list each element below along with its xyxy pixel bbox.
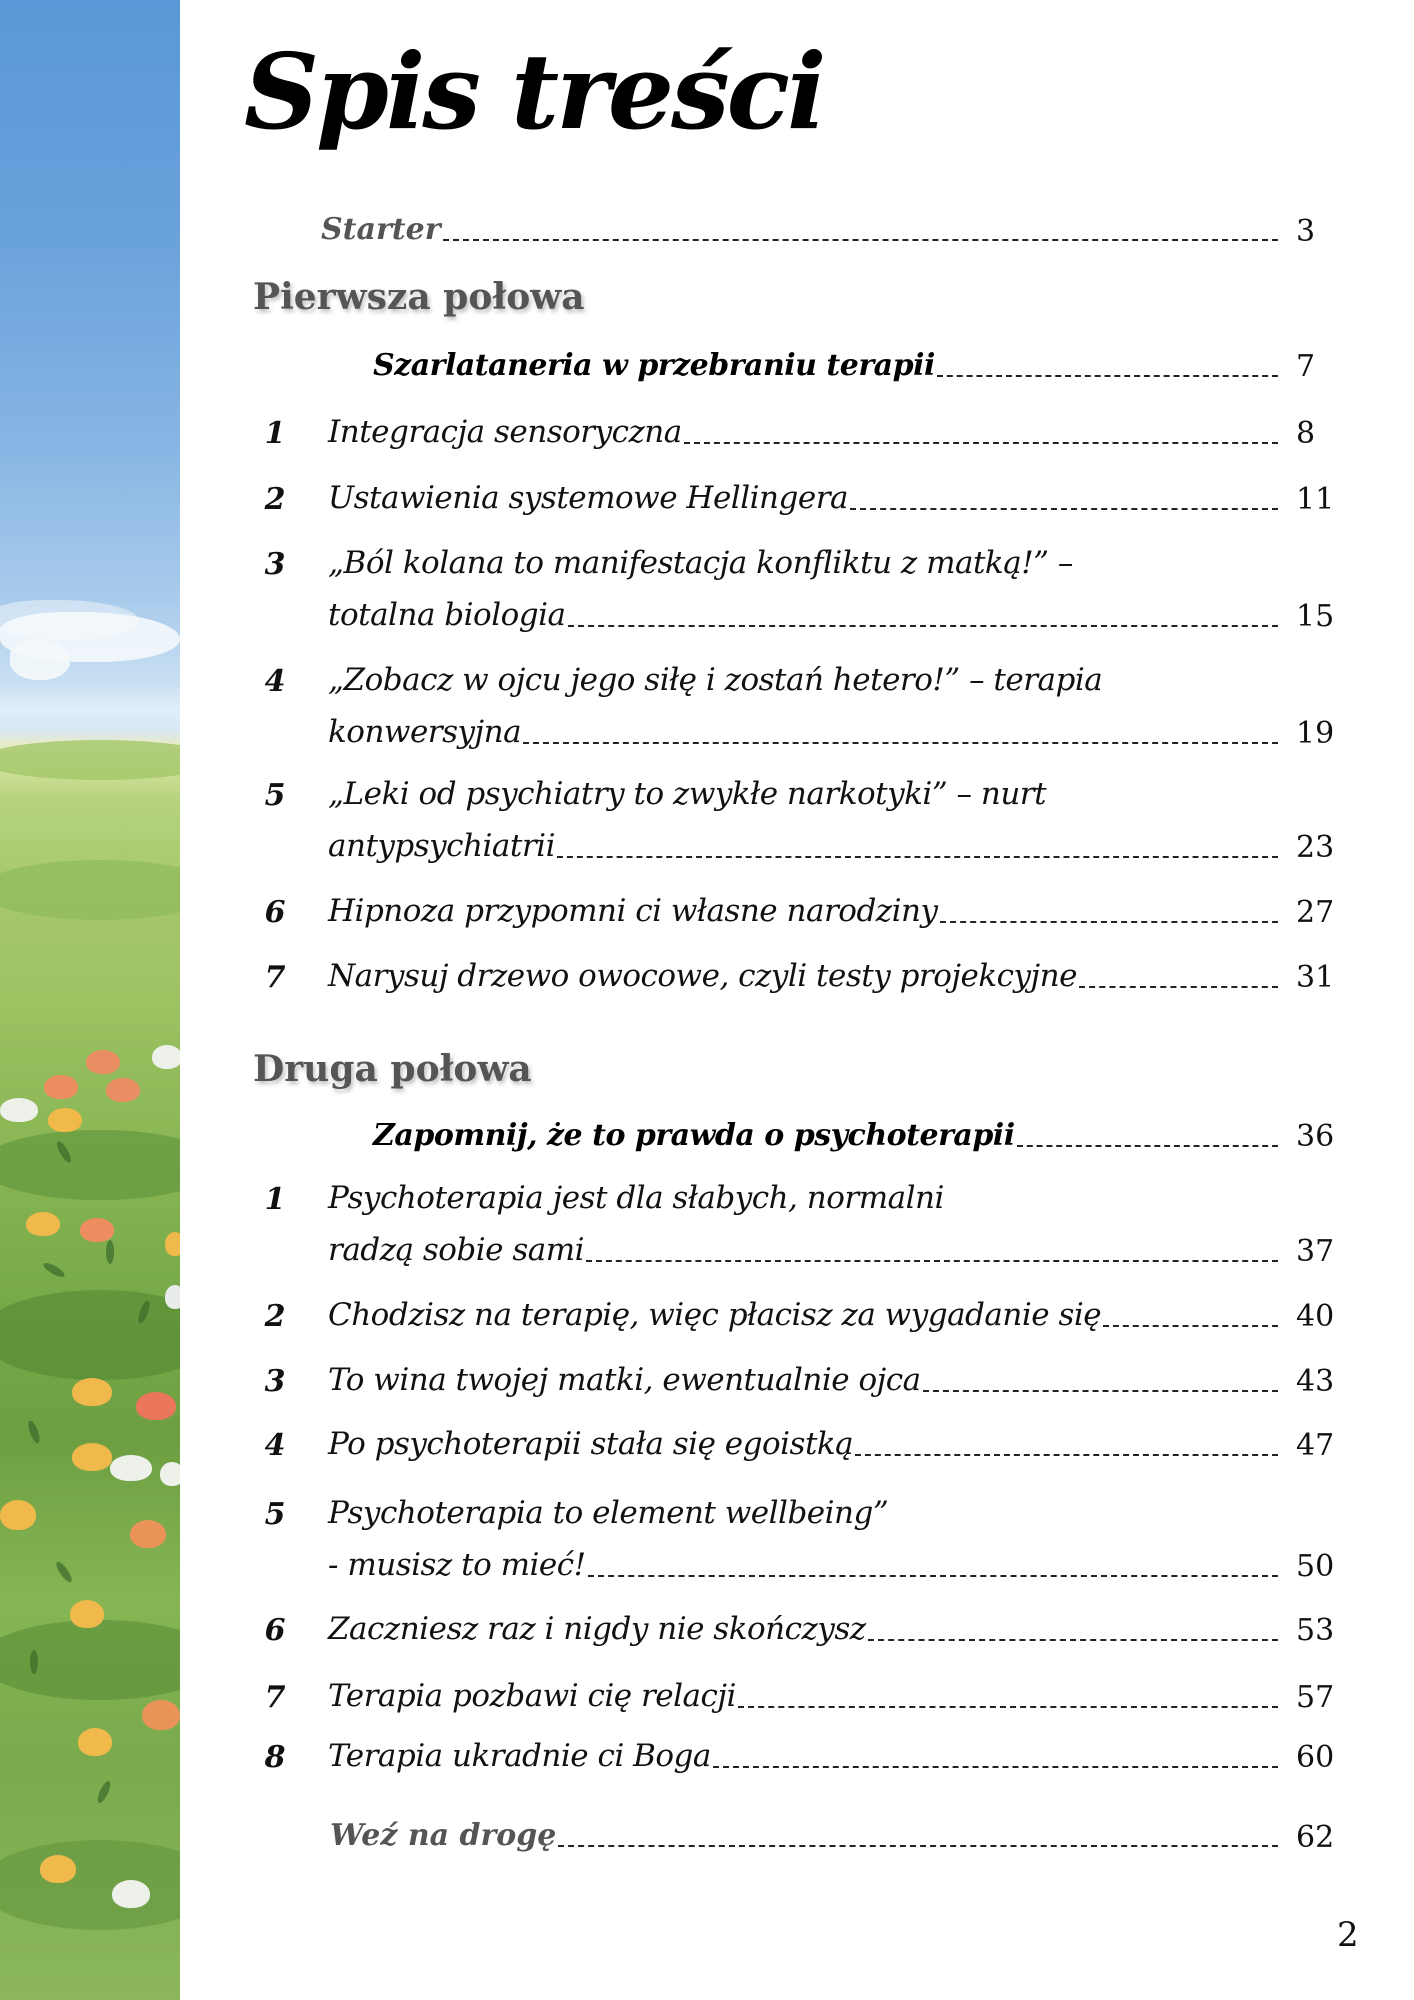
toc-item[interactable] bbox=[328, 480, 1282, 516]
toc-page-number: 23 bbox=[1296, 830, 1335, 865]
toc-item[interactable] bbox=[328, 1611, 1282, 1647]
toc-chapter-part2[interactable] bbox=[373, 1118, 1282, 1153]
toc-item[interactable] bbox=[328, 714, 1282, 750]
toc-item-label-line[interactable]: „Leki od psychiatry to zwykłe narkotyki” – nurt bbox=[328, 776, 1047, 812]
toc-item-label: Chodzisz na terapię, więc płacisz za wygadanie się bbox=[328, 1297, 1102, 1333]
toc-item-label-line[interactable]: Psychoterapia jest dla słabych, normalni bbox=[328, 1180, 944, 1216]
toc-page-number: 19 bbox=[1296, 716, 1335, 751]
toc-item[interactable] bbox=[328, 1426, 1282, 1462]
dotted-leader bbox=[523, 742, 1278, 744]
toc-item-number: 3 bbox=[264, 547, 286, 582]
dotted-leader bbox=[588, 1575, 1278, 1577]
toc-item[interactable] bbox=[328, 597, 1282, 633]
toc-item[interactable] bbox=[328, 828, 1282, 864]
toc-item-label: To wina twojej matki, ewentualnie ojca bbox=[328, 1362, 921, 1398]
toc-item-number: 5 bbox=[264, 778, 286, 813]
dotted-leader bbox=[855, 1454, 1278, 1456]
toc-page-number: 7 bbox=[1296, 349, 1316, 384]
toc-chapter-part1[interactable] bbox=[373, 348, 1282, 383]
toc-item-label-line[interactable]: Psychoterapia to element wellbeing” bbox=[328, 1495, 889, 1531]
toc-entry-label: Starter bbox=[321, 212, 441, 247]
toc-page-number: 31 bbox=[1296, 960, 1335, 995]
toc-page-number: 27 bbox=[1296, 895, 1335, 930]
toc-page-number: 15 bbox=[1296, 599, 1335, 634]
toc-page-number: 47 bbox=[1296, 1428, 1335, 1463]
toc-page-number: 60 bbox=[1296, 1740, 1335, 1775]
toc-item-number: 2 bbox=[264, 1299, 286, 1334]
watercolor-meadow-illustration bbox=[0, 0, 180, 2000]
toc-item-number: 1 bbox=[264, 416, 286, 451]
toc-item-number: 5 bbox=[264, 1497, 286, 1532]
toc-item-label: antypsychiatrii bbox=[328, 828, 556, 864]
toc-item-number: 2 bbox=[264, 482, 286, 517]
dotted-leader bbox=[586, 1260, 1278, 1262]
toc-entry-label: Zapomnij, że to prawda o psychoterapii bbox=[373, 1118, 1015, 1153]
toc-item-number: 4 bbox=[264, 664, 286, 699]
toc-item-label: Ustawienia systemowe Hellingera bbox=[328, 480, 848, 516]
toc-item-number: 8 bbox=[264, 1740, 286, 1775]
section-heading-part1: Pierwsza połowa bbox=[253, 276, 585, 318]
dotted-leader bbox=[738, 1706, 1278, 1708]
toc-item[interactable] bbox=[328, 1547, 1282, 1583]
toc-page-number: 8 bbox=[1296, 416, 1316, 451]
dotted-leader bbox=[850, 508, 1278, 510]
toc-item-label: radzą sobie sami bbox=[328, 1232, 585, 1268]
dotted-leader bbox=[684, 442, 1278, 444]
toc-page-number: 3 bbox=[1296, 214, 1316, 249]
toc-page-number: 62 bbox=[1296, 1820, 1335, 1855]
dotted-leader bbox=[1017, 1145, 1278, 1147]
toc-item-number: 6 bbox=[264, 895, 286, 930]
toc-entry-label: Szarlataneria w przebraniu terapii bbox=[373, 348, 935, 383]
toc-item-label: Hipnoza przypomni ci własne narodziny bbox=[328, 893, 938, 929]
page-title: Spis treści bbox=[244, 30, 824, 153]
dotted-leader bbox=[940, 921, 1278, 923]
toc-item-label: konwersyjna bbox=[328, 714, 522, 750]
toc-item-number: 4 bbox=[264, 1428, 286, 1463]
toc-item[interactable] bbox=[328, 1232, 1282, 1268]
section-heading-part2: Druga połowa bbox=[253, 1048, 532, 1090]
toc-item[interactable] bbox=[328, 893, 1282, 929]
dotted-leader bbox=[443, 239, 1278, 241]
toc-page-number: 11 bbox=[1296, 482, 1335, 517]
page-folio-number: 2 bbox=[1337, 1915, 1359, 1955]
toc-page-number: 43 bbox=[1296, 1364, 1335, 1399]
toc-item-label-line[interactable]: „Ból kolana to manifestacja konfliktu z matką!” – bbox=[328, 545, 1073, 581]
toc-page-number: 53 bbox=[1296, 1613, 1335, 1648]
toc-item-label: Terapia ukradnie ci Boga bbox=[328, 1738, 711, 1774]
toc-item-number: 6 bbox=[264, 1613, 286, 1648]
toc-item-number: 7 bbox=[264, 960, 286, 995]
dotted-leader bbox=[868, 1639, 1278, 1641]
toc-item[interactable] bbox=[328, 414, 1282, 450]
toc-item[interactable] bbox=[328, 1362, 1282, 1398]
toc-item-label: totalna biologia bbox=[328, 597, 566, 633]
toc-item-label: - musisz to mieć! bbox=[328, 1547, 586, 1583]
toc-item-label: Po psychoterapii stała się egoistką bbox=[328, 1426, 854, 1462]
toc-item[interactable] bbox=[328, 958, 1282, 994]
toc-item-number: 7 bbox=[264, 1680, 286, 1715]
toc-item-number: 1 bbox=[264, 1182, 286, 1217]
toc-page-number: 40 bbox=[1296, 1299, 1335, 1334]
toc-item-label: Terapia pozbawi cię relacji bbox=[328, 1678, 736, 1714]
dotted-leader bbox=[557, 856, 1278, 858]
toc-item-label: Integracja sensoryczna bbox=[328, 414, 682, 450]
toc-item-label: Narysuj drzewo owocowe, czyli testy projekcyjne bbox=[328, 958, 1077, 994]
toc-page-number: 57 bbox=[1296, 1680, 1335, 1715]
toc-item[interactable] bbox=[328, 1678, 1282, 1714]
dotted-leader bbox=[923, 1390, 1278, 1392]
toc-item[interactable] bbox=[328, 1297, 1282, 1333]
toc-entry-label: Weź na drogę bbox=[330, 1818, 557, 1853]
dotted-leader bbox=[937, 375, 1278, 377]
toc-item[interactable] bbox=[328, 1738, 1282, 1774]
dotted-leader bbox=[713, 1766, 1278, 1768]
dotted-leader bbox=[1103, 1325, 1278, 1327]
toc-item-label: Zaczniesz raz i nigdy nie skończysz bbox=[328, 1611, 866, 1647]
toc-page-number: 50 bbox=[1296, 1549, 1335, 1584]
toc-item-label-line[interactable]: „Zobacz w ojcu jego siłę i zostań hetero!” – terapia bbox=[328, 662, 1103, 698]
dotted-leader bbox=[1079, 986, 1278, 988]
dotted-leader bbox=[558, 1845, 1278, 1847]
toc-entry-starter[interactable] bbox=[321, 212, 1282, 247]
dotted-leader bbox=[568, 625, 1278, 627]
toc-page-number: 36 bbox=[1296, 1119, 1335, 1154]
toc-page-number: 37 bbox=[1296, 1234, 1335, 1269]
toc-item-number: 3 bbox=[264, 1364, 286, 1399]
toc-entry-ending[interactable] bbox=[330, 1818, 1282, 1853]
